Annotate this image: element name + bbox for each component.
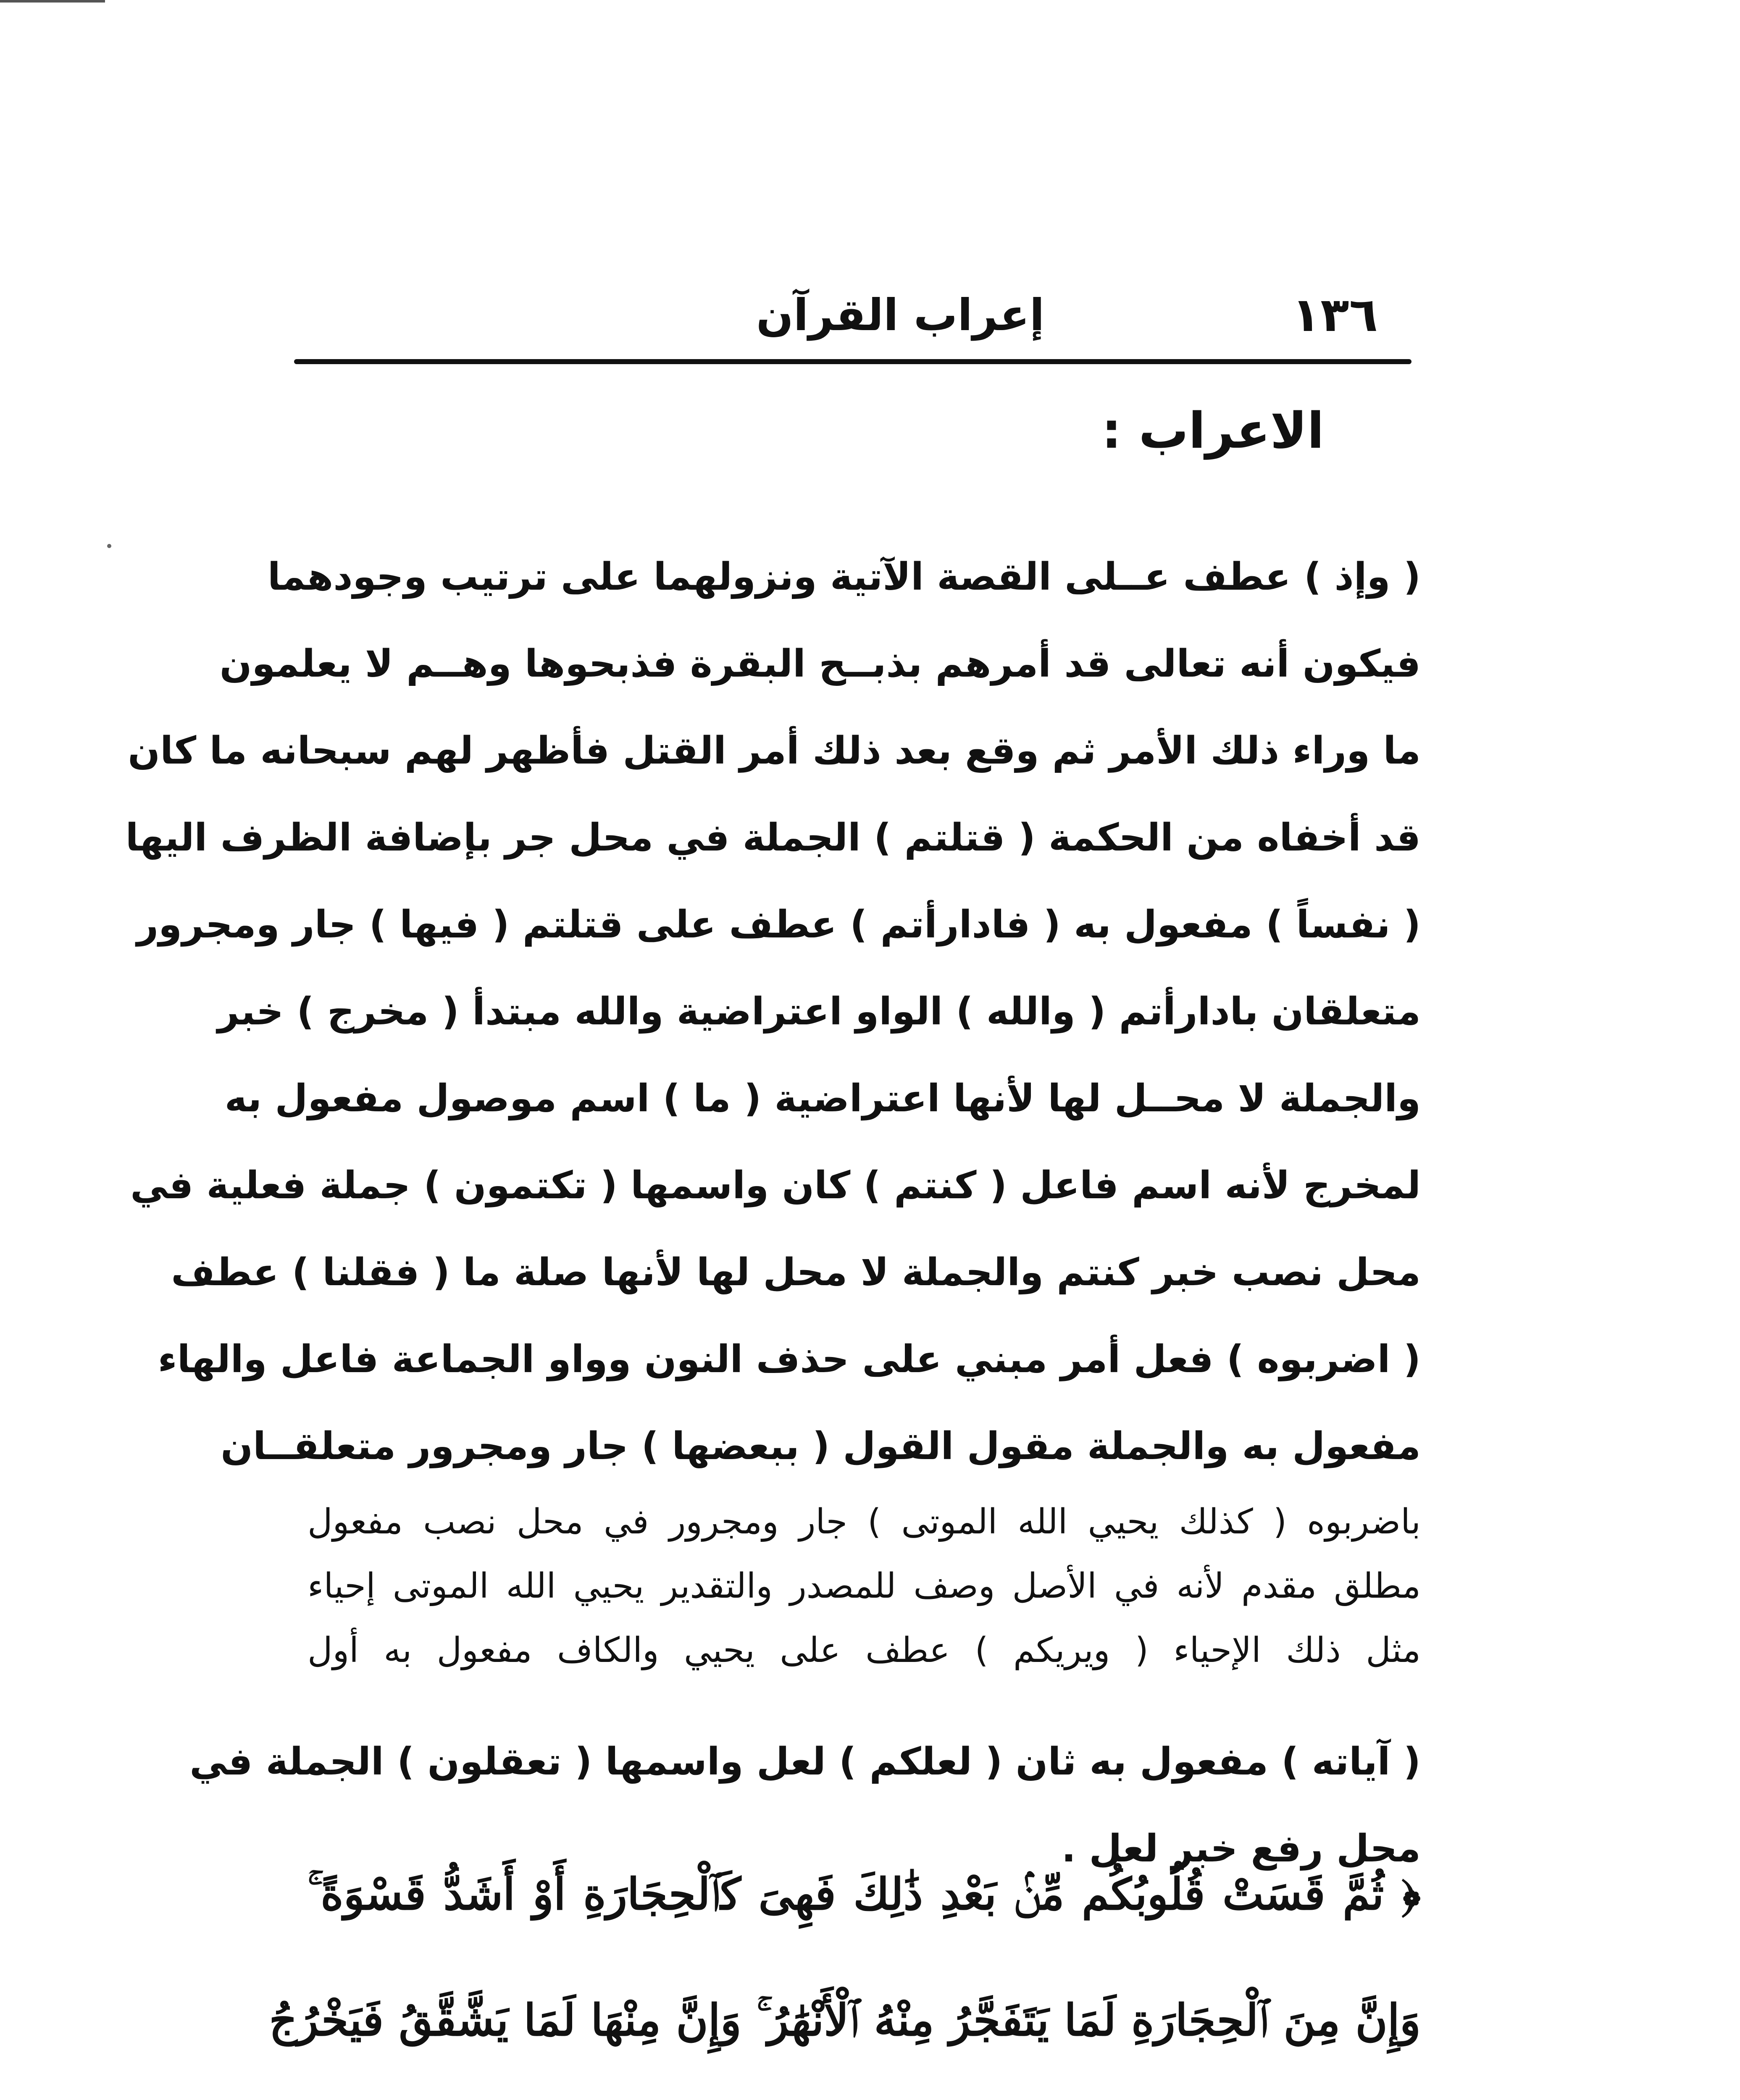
text-line: مفعول به والجملة مقول القول ( ببعضها ) جار ومجرور متعلقــان: [221, 1424, 1421, 1468]
text-line: محل نصب خبر كنتم والجملة لا محل لها لأنها صلة ما ( فقلنا ) عطف: [171, 1250, 1421, 1294]
text-line: ( نفساً ) مفعول به ( فادارأتم ) عطف على قتلتم ( فيها ) جار ومجرور: [137, 903, 1421, 947]
commentary-text: [125, 533, 1421, 1892]
verse-line: ﴿ ثُمَّ قَسَتْ قُلُوبُكُم مِّنۢ بَعْدِ ذَٰلِكَ فَهِىَ كَٱلْحِجَارَةِ أَوْ أَشَدُّ قَسْوَةً ۚ: [308, 1868, 1421, 1920]
text-line: محل رفع خبر لعل .: [1061, 1827, 1421, 1871]
inserted-text-line: باضربوه ( كذلك يحيي الله الموتى ) جار ومجرور في محل نصب مفعول: [308, 1502, 1421, 1542]
page-number: ١٣٦: [1291, 288, 1378, 342]
text-line: ما وراء ذلك الأمر ثم وقع بعد ذلك أمر القتل فأظهر لهم سبحانه ما كان: [128, 729, 1421, 773]
text-line: ( آياته ) مفعول به ثان ( لعلكم ) لعل واسمها ( تعقلون ) الجملة في: [189, 1740, 1421, 1784]
text-line: لمخرج لأنه اسم فاعل ( كنتم ) كان واسمها ( تكتمون ) جملة فعلية في: [130, 1163, 1421, 1208]
text-line: فيكون أنه تعالى قد أمرهم بذبــح البقرة فذبحوها وهــم لا يعلمون: [219, 642, 1421, 686]
text-line: قد أخفاه من الحكمة ( قتلتم ) الجملة في محل جر بإضافة الظرف اليها: [125, 816, 1421, 860]
quran-verse: [269, 1831, 1421, 2083]
text-line: ( اضربوه ) فعل أمر مبني على حذف النون وواو الجماعة فاعل والهاء: [158, 1337, 1421, 1381]
running-header: [294, 281, 1411, 357]
header-rule: [294, 359, 1411, 364]
text-line: متعلقان بادارأتم ( والله ) الواو اعتراضية والله مبتدأ ( مخرج ) خبر: [217, 990, 1421, 1034]
scan-corner-mark: [0, 0, 105, 3]
verse-line: وَإِنَّ مِنَ ٱلْحِجَارَةِ لَمَا يَتَفَجَّرُ مِنْهُ ٱلْأَنْهَٰرُ ۚ وَإِنَّ مِنْهَا لَمَا يَشَّقَّقُ فَيَخْرُجُ: [269, 1994, 1421, 2046]
inserted-text-line: مثل ذلك الإحياء ( ويريكم ) عطف على يحيي والكاف مفعول به أول: [308, 1630, 1421, 1670]
inserted-text-line: مطلق مقدم لأنه في الأصل وصف للمصدر والتقدير يحيي الله الموتى إحياء: [308, 1566, 1421, 1606]
text-line: ( وإذ ) عطف عــلى القصة الآتية ونزولهما على ترتيب وجودهما: [267, 555, 1421, 599]
paper-speck: [107, 544, 111, 548]
book-title: إعراب القرآن: [756, 289, 1045, 341]
text-line: والجملة لا محــل لها لأنها اعتراضية ( ما ) اسم موصول مفعول به: [224, 1076, 1421, 1121]
section-heading: الاعراب :: [1101, 402, 1324, 459]
